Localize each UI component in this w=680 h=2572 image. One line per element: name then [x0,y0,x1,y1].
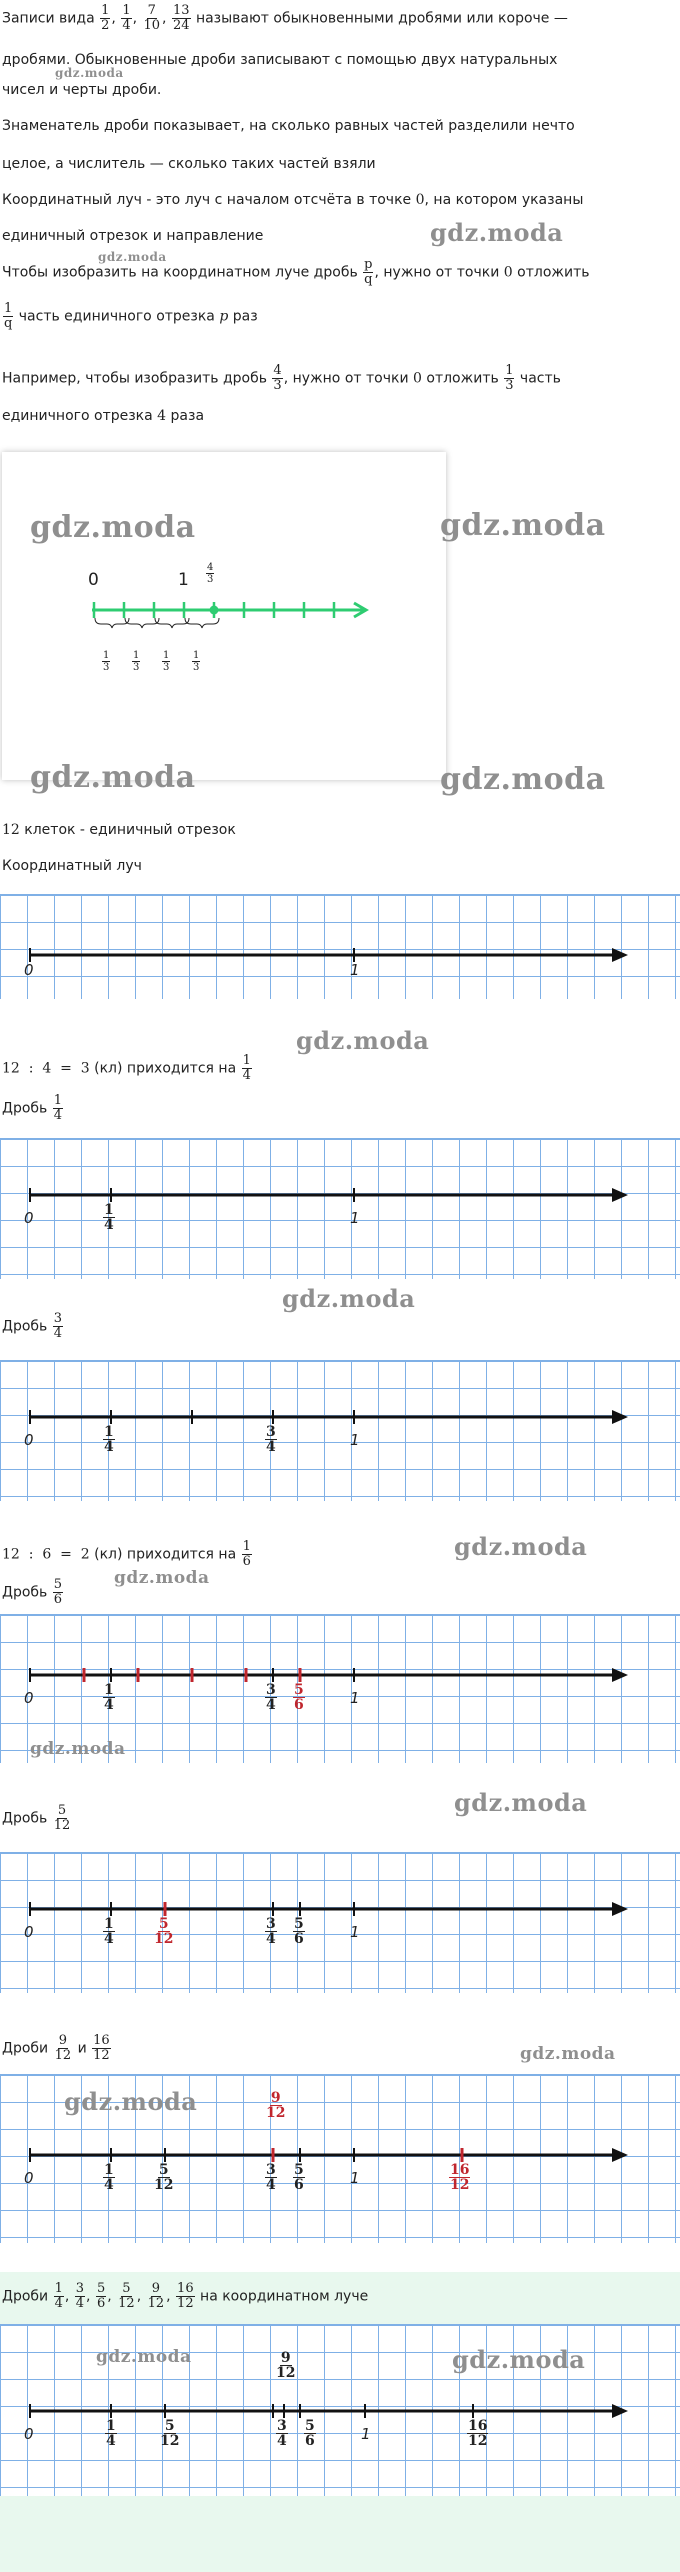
calc-2: 12 : 6 = 2 (кл) приходится на $\frac{1}{6}$ [2,1539,251,1569]
mark-1-4: $\frac{1}{4}$ [104,1916,114,1947]
caption-drob-3-4: Дробь $\frac{3}{4}$ [2,1311,63,1341]
grid-panel-5 [0,1852,680,1993]
grid-panel-6 [0,2074,680,2243]
mark-1-4: $\frac{1}{4}$ [104,2162,114,2193]
mark-5-12: $\frac{5}{12}$ [160,2418,180,2449]
axis-zero: 0 [24,1431,34,1449]
intro-line-6: Координатный луч - это луч с началом отсчёта в точке 0, на котором указаны [2,192,584,208]
intro-line-8: Чтобы изобразить на координатном луче дробь $\frac{p}{q}$ , нужно от точки 0 отложить [2,257,590,287]
mark-1-4: $\frac{1}{4}$ [106,2418,116,2449]
final-bottom-bg [0,2496,680,2572]
mark-1-4: $\frac{1}{4}$ [104,1424,114,1455]
watermark: gdz.moda [430,218,564,247]
watermark: gdz.moda [55,66,124,80]
grid-panel-3 [0,1360,680,1501]
axis-one: 1 [350,1209,360,1227]
grid-panel-final [0,2324,680,2497]
mark-3-4: $\frac{3}{4}$ [266,1424,276,1455]
axis-zero: 0 [24,1209,34,1227]
watermark: gdz.moda [64,2087,198,2116]
calc-1: 12 : 4 = 3 (кл) приходится на $\frac{1}{4}$ [2,1053,251,1083]
intro-line-11: единичного отрезка 4 раза [2,408,205,424]
watermark: gdz.moda [96,2347,192,2367]
mark-9-12: $\frac{9}{12}$ [266,2090,286,2121]
fraction-1-4: $\frac{1}{4}$ [242,1053,251,1083]
axis-one: 1 [350,2169,360,2187]
watermark: gdz.moda [30,1739,126,1759]
intro-line-3: чисел и черты дроби. [2,82,162,98]
mark-5-6: $\frac{5}{6}$ [294,1916,304,1947]
mark-1-4: $\frac{1}{4}$ [104,1202,114,1233]
watermark: gdz.moda [452,2345,586,2374]
grid-panel-1 [0,894,680,999]
fraction-example-1: $\frac{1}{2}$ [101,3,110,33]
mark-5-6: $\frac{5}{6}$ [305,2418,315,2449]
caption-drob-1-4: Дробь $\frac{1}{4}$ [2,1093,63,1123]
watermark: gdz.moda [98,250,167,264]
axis-one: 1 [350,1431,360,1449]
brace-label-3: $\frac{1}{3}$ [163,650,170,673]
mark-16-12: $\frac{16}{12}$ [468,2418,488,2449]
mark-3-4: $\frac{3}{4}$ [277,2418,287,2449]
caption-drob-5-12: Дробь $\frac{5}{12}$ [2,1803,71,1833]
intro-text: Записи вида [2,10,95,27]
watermark: gdz.moda [440,762,606,797]
intro-line-7: единичный отрезок и направление [2,228,264,244]
watermark: gdz.moda [440,508,606,543]
brace-label-1: $\frac{1}{3}$ [103,650,110,673]
intro-line-10: Например, чтобы изобразить дробь $\frac{4}{3}$ , нужно от точки 0 отложить $\frac{1}{3}$ часть [2,363,561,393]
label-one: 1 [178,570,189,590]
watermark: gdz.moda [282,1284,416,1313]
axis-one: 1 [350,961,360,979]
fraction-1-6: $\frac{1}{6}$ [242,1539,251,1569]
mark-1-4: $\frac{1}{4}$ [104,1682,114,1713]
intro-text: называют обыкновенными дробями или короче — [195,10,568,27]
watermark: gdz.moda [296,1026,430,1055]
grid-panel-2 [0,1138,680,1279]
mark-16-12: $\frac{16}{12}$ [450,2162,470,2193]
fraction-example-4: $\frac{13}{24}$ [172,3,190,33]
axis-one: 1 [350,1923,360,1941]
unit-note: 12 клеток - единичный отрезок [2,822,236,838]
intro-line-4: Знаменатель дроби показывает, на сколько равных частей разделили нечто [2,118,575,134]
label-zero: 0 [88,570,99,590]
intro-line-2: дробями. Обыкновенные дроби записывают с помощью двух натуральных [2,52,558,68]
watermark: gdz.moda [30,510,196,545]
watermark: gdz.moda [520,2044,616,2064]
example-ray-svg [2,452,446,780]
brace-label-4: $\frac{1}{3}$ [193,650,200,673]
point-4-3 [210,606,219,615]
axis-zero: 0 [24,2425,34,2443]
label-4-3: $\frac{4}{3}$ [207,562,214,585]
axis-zero: 0 [24,1923,34,1941]
intro-line-5: целое, а числитель — сколько таких частей взяли [2,156,376,172]
braces [95,618,219,628]
fraction-example-2: $\frac{1}{4}$ [122,3,131,33]
fraction-example-3: $\frac{7}{10}$ [143,3,161,33]
watermark: gdz.moda [454,1532,588,1561]
watermark: gdz.moda [30,760,196,795]
brace-label-2: $\frac{1}{3}$ [133,650,140,673]
mark-3-4: $\frac{3}{4}$ [266,2162,276,2193]
fraction-1-3: $\frac{1}{3}$ [505,363,514,393]
axis-one: 1 [350,1689,360,1707]
caption-drob-5-6: Дробь $\frac{5}{6}$ [2,1577,63,1607]
caption-drobi-9-16: Дроби $\frac{9}{12}$ и $\frac{16}{12}$ [2,2033,110,2063]
intro-line-9: $\frac{1}{q}$ часть единичного отрезка p раз [4,301,258,331]
axis-one: 1 [361,2425,371,2443]
example-figure [2,452,446,795]
mark-5-6: $\frac{5}{6}$ [294,2162,304,2193]
ray-caption: Координатный луч [2,858,142,874]
mark-3-4: $\frac{3}{4}$ [266,1682,276,1713]
axis-zero: 0 [24,2169,34,2187]
mark-5-6: $\frac{5}{6}$ [294,1682,304,1713]
watermark: gdz.moda [114,1568,210,1588]
grid-panel-4 [0,1614,680,1763]
mark-9-12: $\frac{9}{12}$ [276,2350,296,2381]
fraction-1-q: $\frac{1}{q}$ [4,301,13,331]
fraction-p-q: $\frac{p}{q}$ [364,257,373,287]
intro-line-1: Записи вида $\frac{1}{2}$ , $\frac{1}{4}$ , $\frac{7}{10}$ , $\frac{13}{24}$ называют обыкновенными дробями или короче — [2,3,568,33]
axis-zero: 0 [24,1689,34,1707]
caption-final: Дроби $\frac{1}{4}$ , $\frac{3}{4}$ , $\frac{5}{6}$ , $\frac{5}{12}$ , $\frac{9}{12}$ , $\frac{16}{12}$ на координатном луче [2,2281,369,2311]
fraction-4-3: $\frac{4}{3}$ [273,363,282,393]
mark-5-12: $\frac{5}{12}$ [154,2162,174,2193]
watermark: gdz.moda [454,1788,588,1817]
axis-zero: 0 [24,961,34,979]
mark-5-12: $\frac{5}{12}$ [154,1916,174,1947]
mark-3-4: $\frac{3}{4}$ [266,1916,276,1947]
